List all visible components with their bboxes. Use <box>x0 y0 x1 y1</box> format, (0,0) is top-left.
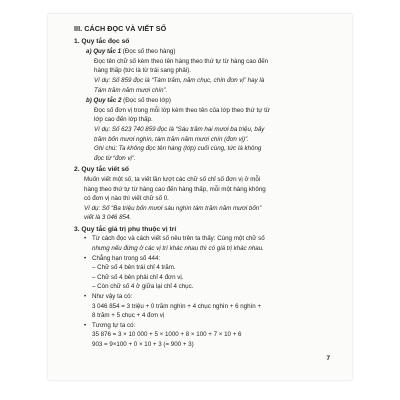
bullet-line: nhưng nếu đứng ở các vị trí khác nhau thì có giá trị khác nhau. <box>92 245 264 253</box>
rule-2-example: Ví dụ: Số 623 740 859 đọc là “Sáu trăm hai mươi ba triệu, bảy <box>94 125 265 133</box>
expansion-line: 903 = 9×100 + 0 × 10 + 3 (= 900 + 3) <box>92 341 194 348</box>
rule-1-example: Tám trăm năm mươi chín”. <box>94 86 168 94</box>
dash-item: – Chữ số 4 bên trái chỉ 4 trăm. <box>92 264 176 272</box>
rule-2-remark: Ghi chú: Ta không đọc tên hàng (lớp) cuối cùng, tức là không <box>94 145 262 153</box>
writing-rule-example: viết là 3 046 854. <box>84 214 132 222</box>
bullet-line: Từ cách đọc và cách viết số nêu trên ta thấy: Cùng một chữ số <box>92 235 265 243</box>
rule-1-example: Ví dụ: Số 859 đọc là “Tám trăm, năm chục, chín đơn vị” hay là <box>94 76 265 84</box>
bullet-icon: • <box>84 321 87 329</box>
page-content <box>74 24 332 350</box>
dash-item: – Còn chữ số 4 ở giữa lại chỉ 4 chục. <box>92 283 194 291</box>
rule-2-remark: đọc từ “đơn vị”. <box>94 154 136 162</box>
heading-place-value: 3. Quy tắc giá trị phụ thuộc vị trí <box>74 225 177 233</box>
section-title: III. CÁCH ĐỌC VÀ VIẾT SỐ <box>74 24 167 33</box>
rule-2-example: trăm bốn mươi nghìn, tám trăm năm mươi chín (đơn vị)”. <box>94 135 249 143</box>
dash-item: – Chữ số 4 bên phải chỉ 4 đơn vị. <box>92 273 184 281</box>
rule-2-heading <box>86 96 332 106</box>
heading-writing-rules: 2. Quy tắc viết số <box>74 166 130 174</box>
expansion-line: 35 876 = 3 × 10 000 + 5 × 1000 + 8 × 100 + 7 × 10 + 6 <box>92 331 242 339</box>
heading-reading-rules: 1. Quy tắc đọc số <box>74 37 130 45</box>
rule-2-label: b) Quy tắc 2 <box>86 97 122 105</box>
bullet-item <box>84 234 332 253</box>
bullet-item <box>84 321 332 331</box>
expansion-line: 3 046 854 = 3 triệu + 0 trăm nghìn + 4 chục nghìn + 6 nghìn + <box>92 302 262 310</box>
expansion-line: 8 trăm + 5 chục + 4 đơn vị <box>92 312 165 320</box>
page-number: 7 <box>326 355 330 363</box>
writing-rule-line: Muốn viết một số, ta viết lần lượt các chữ số chỉ số đơn vị ở mỗi <box>84 175 261 183</box>
rule-2-line: Đọc số đơn vị trong mỗi lớp kèm theo tên của lớp theo thứ tự từ <box>94 106 270 114</box>
bullet-line: Chẳng hạn trong số 444: <box>92 254 161 262</box>
bullet-icon: • <box>84 254 87 262</box>
writing-rule-line: hàng theo thứ tự từ hàng cao đến hàng thấp, mỗi một hàng không <box>84 185 266 193</box>
bullet-item <box>84 292 332 302</box>
bullet-icon: • <box>84 293 87 301</box>
bullet-icon: • <box>84 235 87 243</box>
rule-2-line: lớp cao đến lớp thấp. <box>94 116 153 124</box>
bullet-line: Như vậy ta có: <box>92 293 133 301</box>
bullet-item <box>84 254 332 264</box>
rule-1-label: a) Quy tắc 1 <box>86 48 122 56</box>
rule-1-line: hàng thấp (tức là từ trái sang phải). <box>94 67 192 75</box>
rule-1-line: Đọc tên chữ số kèm theo tên hàng theo thứ tự từ hàng cao đến <box>94 57 269 65</box>
rule-1-heading <box>86 47 332 57</box>
writing-rule-example: Ví dụ: Số “Ba triệu bốn mươi sáu nghìn tám trăm năm mươi bốn” <box>84 204 262 212</box>
book-page <box>48 14 352 380</box>
rule-1-note: (Đọc số theo hàng) <box>121 48 176 56</box>
bullet-line: Tương tự ta có: <box>92 321 136 329</box>
writing-rule-line: có đơn vị nào thì viết chữ số 0. <box>84 195 169 203</box>
rule-2-note: (Đọc số theo lớp) <box>121 97 171 105</box>
